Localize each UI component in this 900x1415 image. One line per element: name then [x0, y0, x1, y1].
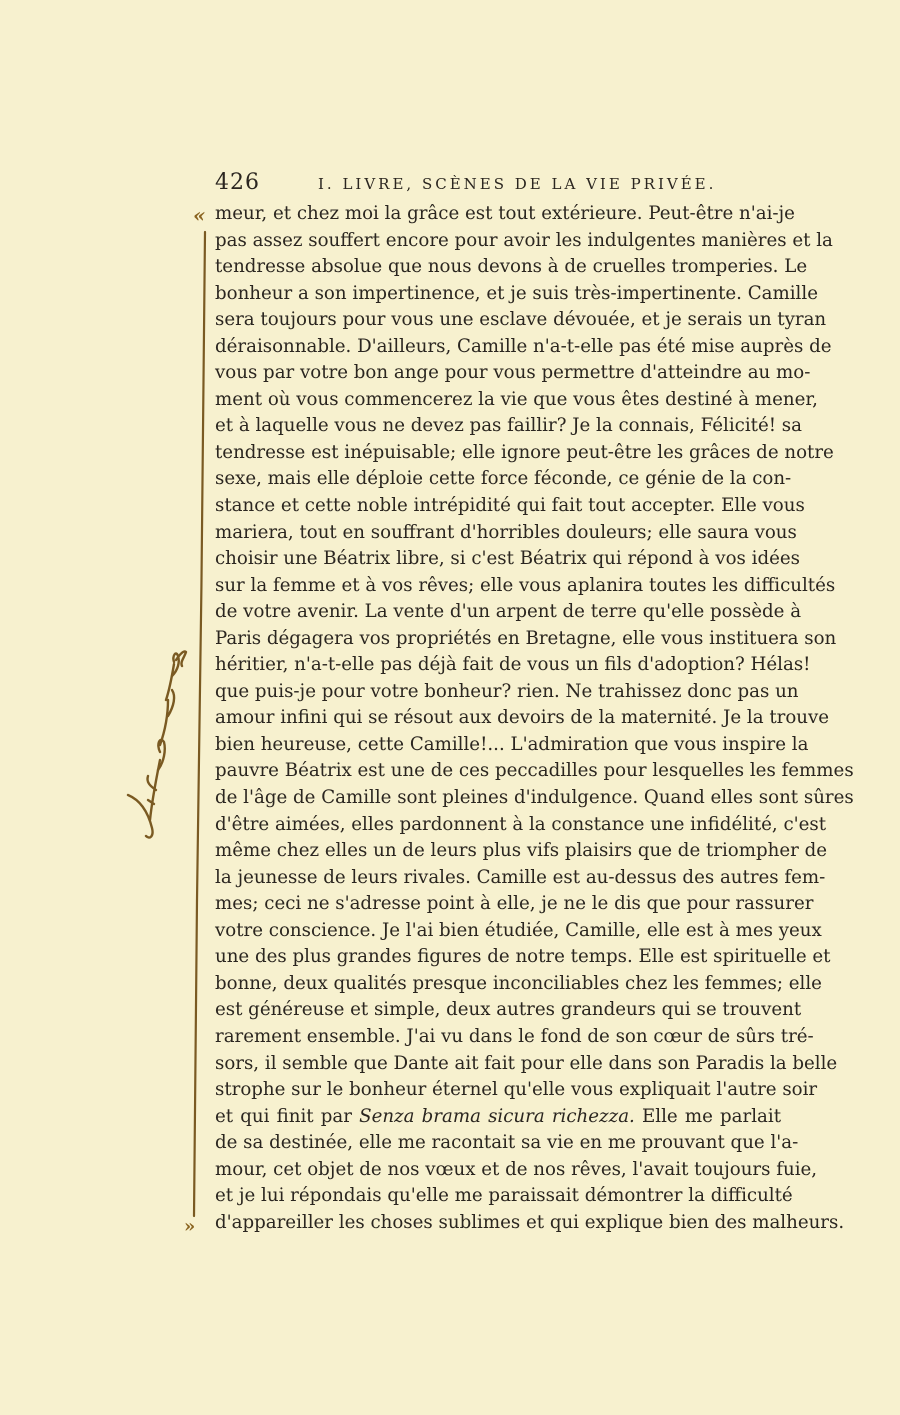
- text-line: déraisonnable. D'ailleurs, Camille n'a-t-elle pas été mise auprès de: [215, 335, 832, 357]
- text-line: [215, 1104, 781, 1131]
- text-line: pauvre Béatrix est une de ces peccadilles pour lesquelles les femmes: [215, 760, 854, 782]
- text-line: pas assez souffert encore pour avoir les indulgentes manières et la: [215, 229, 833, 251]
- text-line: de sa destinée, elle me racontait sa vie en me prouvant que l'a-: [215, 1132, 799, 1154]
- page-number: 426: [215, 170, 260, 195]
- text-line: ment où vous commencerez la vie que vous êtes destiné à mener,: [215, 388, 818, 410]
- text-line: sors, il semble que Dante ait fait pour elle dans son Paradis la belle: [215, 1052, 838, 1074]
- text-line: même chez elles un de leurs plus vifs plaisirs que de triompher de: [215, 840, 828, 862]
- text-line: et à laquelle vous ne devez pas faillir? Je la connais, Félicité! sa: [215, 415, 802, 437]
- open-quote-mark: «: [193, 203, 206, 227]
- margin-signature: [128, 651, 186, 837]
- text-line: bonne, deux qualités presque inconciliables chez les femmes; elle: [215, 972, 822, 994]
- text-line: est généreuse et simple, deux autres grandeurs qui se trouvent: [215, 999, 802, 1021]
- text-line: d'appareiller les choses sublimes et qui explique bien des malheurs.: [215, 1211, 845, 1233]
- text-line: que puis-je pour votre bonheur? rien. Ne trahissez donc pas un: [215, 680, 799, 702]
- text-line: de votre avenir. La vente d'un arpent de terre qu'elle possède à: [215, 601, 802, 623]
- page-header: [215, 170, 781, 198]
- italic-quotation: Senza brama sicura richezza.: [359, 1105, 635, 1127]
- text-line: sur la femme et à vos rêves; elle vous aplanira toutes les difficultés: [215, 574, 836, 596]
- text-segment: Elle me parlait: [634, 1105, 782, 1127]
- text-line: la jeunesse de leurs rivales. Camille est au-dessus des autres fem-: [215, 866, 826, 888]
- text-line: mariera, tout en souffrant d'horribles douleurs; elle saura vous: [215, 521, 797, 543]
- text-line: bien heureuse, cette Camille!... L'admiration que vous inspire la: [215, 733, 809, 755]
- text-line: tendresse absolue que nous devons à de cruelles tromperies. Le: [215, 256, 808, 278]
- text-line: sexe, mais elle déploie cette force féconde, ce génie de la con-: [215, 468, 792, 490]
- running-head: I. LIVRE, SCÈNES DE LA VIE PRIVÉE.: [318, 175, 717, 193]
- text-line: votre conscience. Je l'ai bien étudiée, Camille, elle est à mes yeux: [215, 919, 822, 941]
- text-line: amour infini qui se résout aux devoirs de la maternité. Je la trouve: [215, 707, 830, 729]
- text-line: meur, et chez moi la grâce est tout extérieure. Peut-être n'ai-je: [215, 203, 795, 224]
- text-line: de l'âge de Camille sont pleines d'indulgence. Quand elles sont sûres: [215, 787, 854, 809]
- text-line: stance et cette noble intrépidité qui fait tout accepter. Elle vous: [215, 495, 805, 517]
- text-line: d'être aimées, elles pardonnent à la constance une infidélité, c'est: [215, 813, 827, 835]
- text-line: vous par votre bon ange pour vous permettre d'atteindre au mo-: [215, 362, 811, 384]
- text-line: strophe sur le bonheur éternel qu'elle vous expliquait l'autre soir: [215, 1079, 818, 1101]
- text-segment: et qui finit par: [215, 1105, 360, 1127]
- margin-line: [194, 232, 205, 1216]
- text-line: rarement ensemble. J'ai vu dans le fond de son cœur de sûrs tré-: [215, 1025, 814, 1047]
- text-line: sera toujours pour vous une esclave dévouée, et je serais un tyran: [215, 309, 827, 331]
- close-quote-mark: »: [184, 1216, 196, 1237]
- text-line: et je lui répondais qu'elle me paraissait démontrer la difficulté: [215, 1185, 793, 1207]
- text-line: héritier, n'a-t-elle pas déjà fait de vous un fils d'adoption? Hélas!: [215, 654, 811, 676]
- text-line: mour, cet objet de nos vœux et de nos rêves, l'avait toujours fuie,: [215, 1158, 818, 1180]
- body-text: [215, 201, 854, 1236]
- text-line: Paris dégagera vos propriétés en Bretagne, elle vous instituera son: [215, 627, 837, 649]
- text-line: choisir une Béatrix libre, si c'est Béatrix qui répond à vos idées: [215, 548, 800, 570]
- text-line: tendresse est inépuisable; elle ignore peut-être les grâces de notre: [215, 441, 834, 463]
- text-line: mes; ceci ne s'adresse point à elle, je ne le dis que pour rassurer: [215, 893, 814, 915]
- text-line: une des plus grandes figures de notre temps. Elle est spirituelle et: [215, 946, 831, 968]
- text-line: bonheur a son impertinence, et je suis très-impertinente. Camille: [215, 282, 818, 304]
